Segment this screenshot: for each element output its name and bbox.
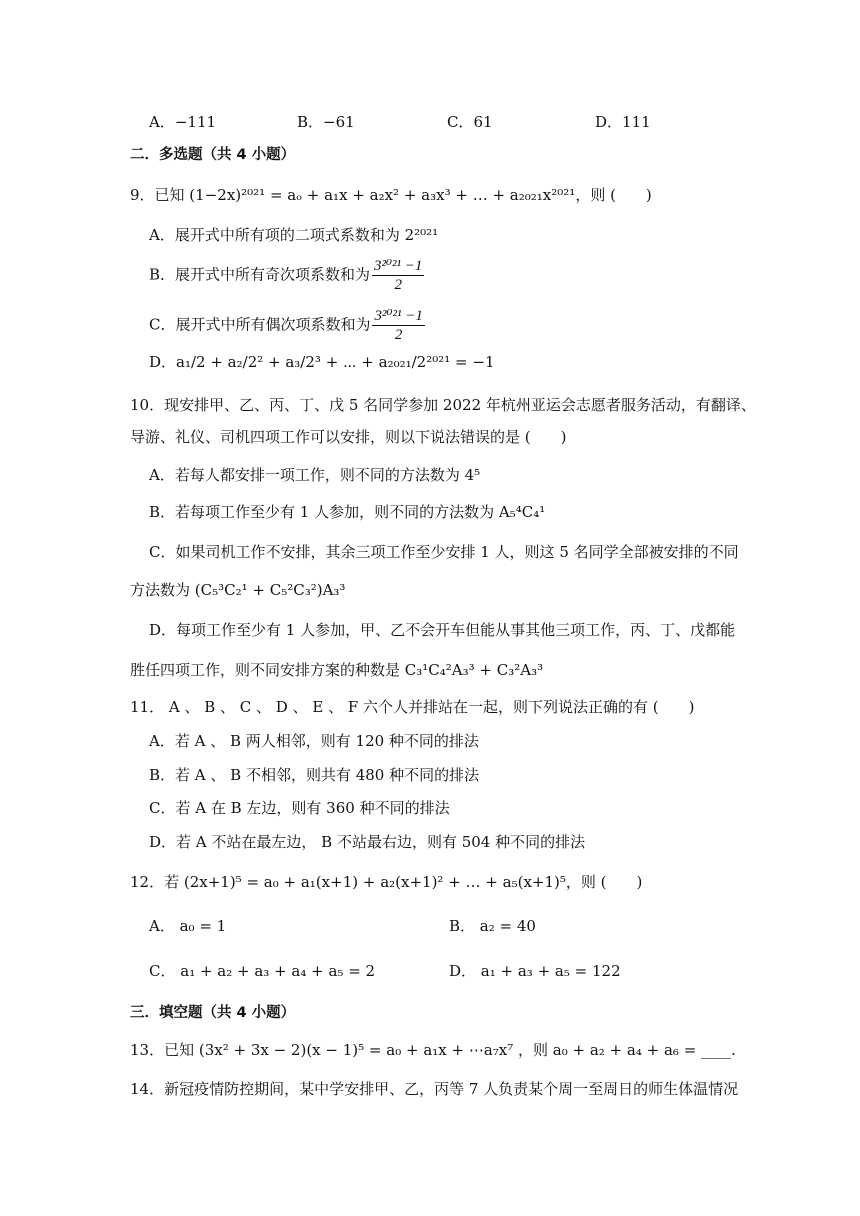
- q9-option-b-text: B．展开式中所有奇次项系数和为: [149, 265, 371, 284]
- q9-option-b-denominator: 2: [394, 277, 402, 293]
- q11-option-d: D．若 A 不站在最左边， B 不站最右边，则有 504 种不同的排法: [149, 833, 586, 851]
- q11-option-a: A．若 A 、 B 两人相邻，则有 120 种不同的排法: [149, 732, 479, 750]
- q10-option-d-line2: 胜任四项工作，则不同安排方案的种数是 C₃¹C₄²A₃³ + C₃²A₃³: [130, 661, 544, 679]
- q12-option-d: D． a₁ + a₃ + a₅ = 122: [449, 962, 621, 980]
- q10-option-a: A．若每人都安排一项工作，则不同的方法数为 4⁵: [149, 466, 481, 484]
- q9-option-b: [149, 257, 426, 294]
- q12-option-c: C． a₁ + a₂ + a₃ + a₄ + a₅ = 2: [149, 962, 376, 980]
- q10-option-b: B．若每项工作至少有 1 人参加，则不同的方法数为 A₅⁴C₄¹: [149, 503, 546, 521]
- q11-stem: 11． A 、 B 、 C 、 D 、 E 、 F 六个人并排站在一起，则下列说法正确的有 ( ): [130, 698, 695, 716]
- q14-stem: 14．新冠疫情防控期间，某中学安排甲、乙，丙等 7 人负责某个周一至周日的师生体温情况: [130, 1080, 739, 1098]
- q9-option-b-numerator: 3²⁰²¹ −1: [374, 258, 423, 274]
- section-heading-multi-choice: 二．多选题（共 4 小题）: [130, 147, 296, 163]
- q9-option-c-text: C．展开式中所有偶次项系数和为: [149, 315, 371, 334]
- q9-option-c-numerator: 3²⁰²¹ −1: [374, 308, 423, 324]
- q8-option-c: C．61: [447, 113, 493, 131]
- q9-option-c-denominator: 2: [394, 327, 403, 343]
- q10-option-c-line1: C．如果司机工作不安排，其余三项工作至少安排 1 人，则这 5 名同学全部被安排的不同: [149, 543, 739, 561]
- q9-stem: 9．已知 (1−2x)²⁰²¹ = aₒ + a₁x + a₂x² + a₃x³ + … + a₂₀₂₁x²⁰²¹，则 ( ): [130, 186, 652, 204]
- q10-option-c-line2: 方法数为 (C₅³C₂¹ + C₅²C₃²)A₃³: [130, 581, 346, 599]
- q9-option-b-fraction: [372, 257, 424, 294]
- q11-option-c: C．若 A 在 B 左边，则有 360 种不同的排法: [149, 799, 450, 817]
- q10-stem-line2: 导游、礼仪、司机四项工作可以安排，则以下说法错误的是 ( ): [130, 428, 567, 446]
- q12-option-b: B． a₂ = 40: [449, 917, 536, 935]
- q9-option-c-fraction: [372, 307, 424, 344]
- q13-stem: 13．已知 (3x² + 3x − 2)(x − 1)⁵ = a₀ + a₁x + ⋯a₇x⁷ ，则 a₀ + a₂ + a₄ + a₆ = ____.: [130, 1041, 736, 1059]
- section-heading-fill-in: 三．填空题（共 4 小题）: [130, 1005, 296, 1021]
- q11-option-b: B．若 A 、 B 不相邻，则共有 480 种不同的排法: [149, 766, 480, 784]
- q12-option-a: A． a₀ = 1: [149, 917, 227, 935]
- q8-option-a: A．−111: [149, 113, 217, 131]
- q9-option-c: [149, 307, 427, 344]
- q12-stem: 12．若 (2x+1)⁵ = a₀ + a₁(x+1) + a₂(x+1)² + … + a₅(x+1)⁵，则 ( ): [130, 873, 643, 891]
- q8-option-d: D．111: [595, 113, 651, 131]
- q10-option-d-line1: D．每项工作至少有 1 人参加，甲、乙不会开车但能从事其他三项工作，丙、丁、戊都能: [149, 621, 736, 639]
- q9-option-d: D．a₁/2 + a₂/2² + a₃/2³ + ⋯ + a₂₀₂₁/2²⁰²¹ = −1: [149, 353, 495, 371]
- q10-stem-line1: 10．现安排甲、乙、丙、丁、戊 5 名同学参加 2022 年杭州亚运会志愿者服务活动，有翻译、: [130, 396, 756, 414]
- q8-option-b: B．−61: [297, 113, 355, 131]
- q9-option-a: A．展开式中所有项的二项式系数和为 2²⁰²¹: [149, 226, 439, 244]
